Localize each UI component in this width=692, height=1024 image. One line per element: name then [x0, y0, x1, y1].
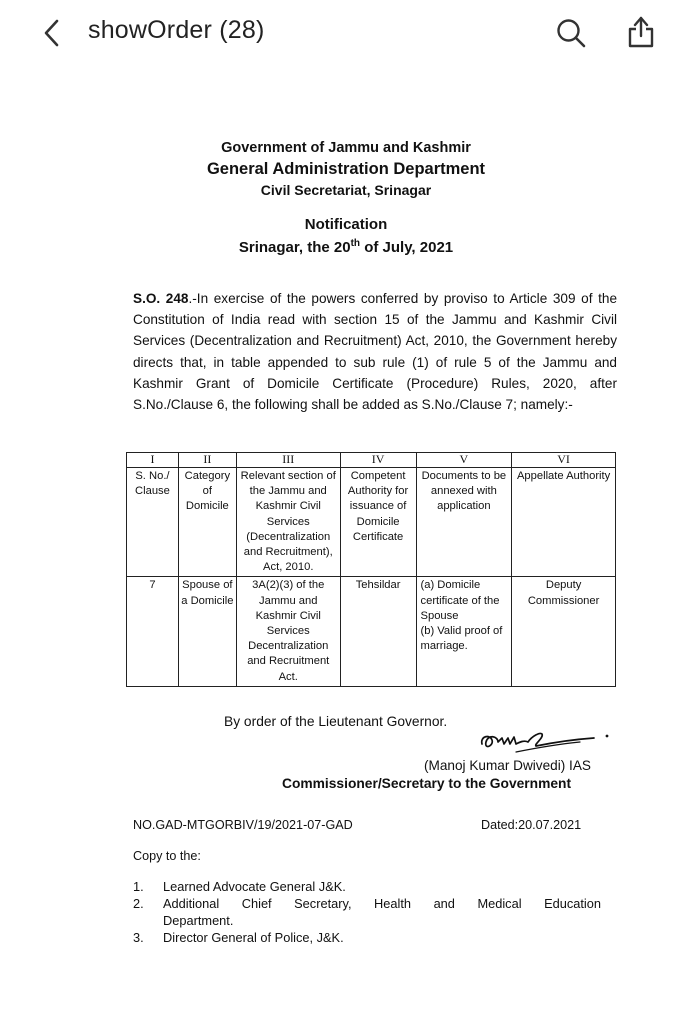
share-icon [626, 15, 656, 49]
document-item-a: (a) Domicile certificate of the Spouse [420, 579, 500, 622]
department-heading: General Administration Department [206, 160, 486, 178]
secretariat-heading: Civil Secretariat, Srinagar [260, 182, 432, 198]
header-section: Relevant section of the Jammu and Kashmir Civil Services (Decentralization and Recruitment), Act, 2010. [236, 468, 340, 577]
cell-appellate: Deputy Commissioner [512, 577, 616, 686]
date-prefix: Srinagar, the 20 [238, 239, 351, 256]
document-item-b: (b) Valid proof of marriage. [420, 625, 503, 653]
list-item [133, 929, 601, 946]
header-documents: Documents to be annexed with application [416, 468, 512, 577]
dated-label: Dated:20.07.2021 [481, 818, 582, 832]
roman-col-3: III [236, 453, 340, 468]
header-category: Category of Domicile [178, 468, 236, 577]
table-row [127, 577, 616, 686]
list-item [133, 878, 601, 895]
so-number: S.O. 248 [133, 291, 189, 306]
reference-number: NO.GAD-MTGORBIV/19/2021-07-GAD [133, 818, 353, 832]
list-item-continuation: Department. [163, 913, 234, 928]
roman-col-5: V [416, 453, 512, 468]
list-item-text: Additional Chief Secretary, Health and Medical Education [163, 896, 601, 911]
cell-documents [416, 577, 512, 686]
header-appellate: Appellate Authority [512, 468, 616, 577]
date-suffix: of July, 2021 [360, 239, 454, 256]
header-sno: S. No./ Clause [127, 468, 179, 577]
header-authority: Competent Authority for issuance of Domicile Certificate [340, 468, 416, 577]
copy-to-label: Copy to the: [133, 849, 201, 863]
search-icon [555, 17, 587, 49]
copy-to-list [133, 878, 601, 946]
back-button[interactable] [34, 14, 70, 52]
notification-heading: Notification [304, 216, 388, 233]
cell-category: Spouse of a Domicile [178, 577, 236, 686]
roman-col-6: VI [512, 453, 616, 468]
roman-col-2: II [178, 453, 236, 468]
list-item-number: 3. [133, 930, 144, 945]
list-item-text: Director General of Police, J&K. [163, 930, 344, 945]
list-item [133, 895, 601, 912]
list-item-text: Learned Advocate General J&K. [163, 879, 346, 894]
back-arrow-icon [42, 18, 62, 48]
roman-col-1: I [127, 453, 179, 468]
notification-body [133, 288, 617, 415]
search-button[interactable] [552, 14, 590, 52]
table-header-row [127, 468, 616, 577]
notification-date [0, 238, 692, 256]
document-page[interactable] [0, 66, 692, 1024]
table-roman-row [127, 453, 616, 468]
govt-heading: Government of Jammu and Kashmir [221, 140, 471, 156]
signature-mark [476, 722, 616, 762]
cell-sno: 7 [127, 577, 179, 686]
roman-col-4: IV [340, 453, 416, 468]
share-button[interactable] [622, 12, 660, 52]
list-item-number: 2. [133, 896, 144, 911]
cell-authority: Tehsildar [340, 577, 416, 686]
body-text: .-In exercise of the powers conferred by proviso to Article 309 of the Constitution of India read with section 15 of the Jammu and Kashmir Civil Services (Decentralization and Recruitment) Act, 2010, the Government hereby directs that, in table appended to sub rule (1) of rule 5 of the Jammu and Kashmir Grant of Domicile Certificate (Procedure) Rules, 2020, after S.No./Clause 6, the following shall be added as S.No./Clause 7; namely:- [133, 291, 618, 413]
amendment-table [126, 452, 616, 687]
app-title: showOrder (28) [88, 16, 265, 44]
list-item-number: 1. [133, 879, 144, 894]
signatory-name: (Manoj Kumar Dwivedi) IAS [424, 758, 591, 773]
app-bar [0, 0, 692, 66]
order-line: By order of the Lieutenant Governor. [224, 714, 448, 729]
signatory-title: Commissioner/Secretary to the Government [282, 776, 572, 791]
date-superscript: th [350, 238, 361, 249]
cell-section: 3A(2)(3) of the Jammu and Kashmir Civil Services Decentralization and Recruitment Act. [236, 577, 340, 686]
